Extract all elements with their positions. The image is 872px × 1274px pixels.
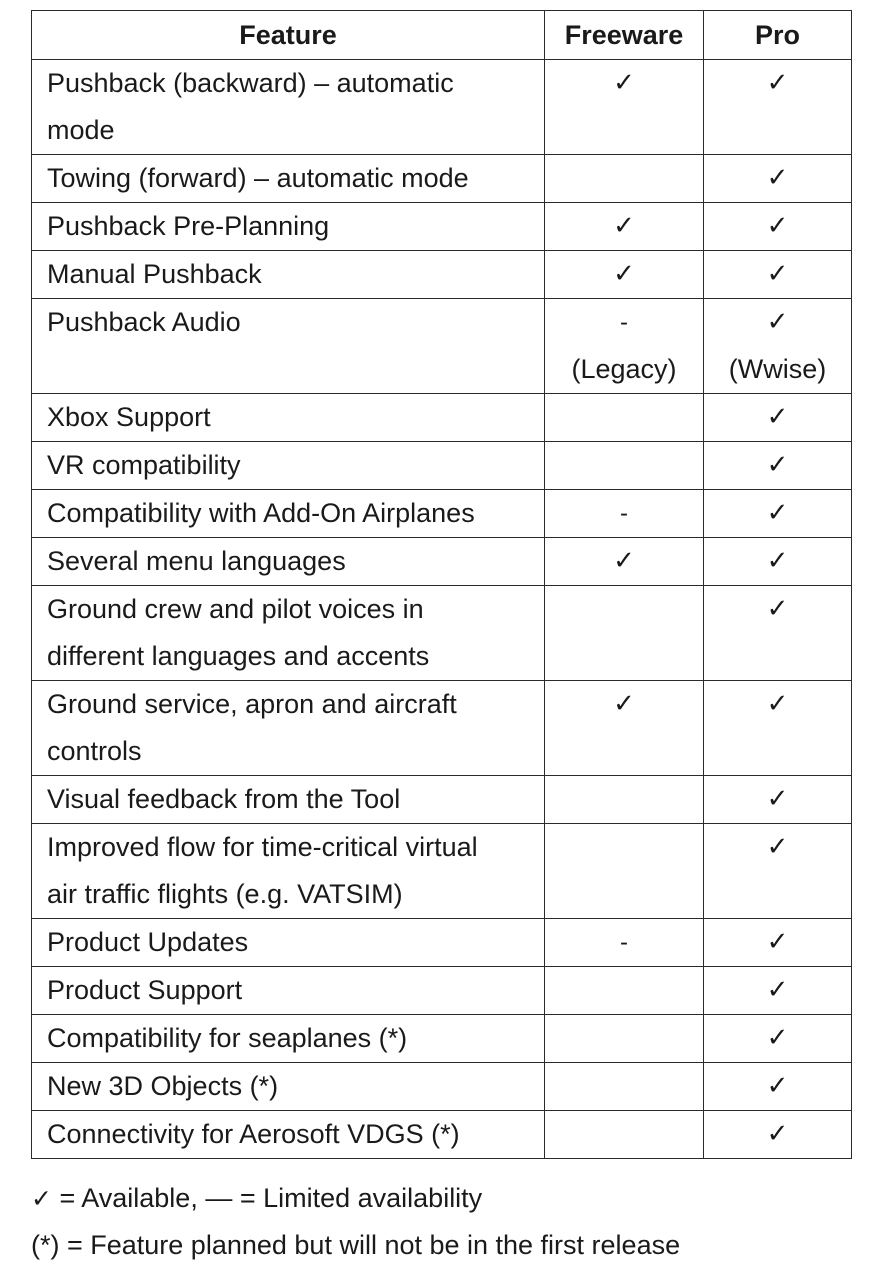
freeware-cell: [545, 299, 704, 394]
checkmark-icon: ✓: [766, 927, 789, 957]
limited-availability-mark: -: [620, 929, 628, 956]
pro-cell: [704, 299, 852, 394]
pro-cell: [704, 919, 852, 967]
feature-cell-text: Product Updates: [47, 927, 249, 957]
freeware-cell: [545, 967, 704, 1015]
table-row: [32, 538, 852, 586]
pro-cell: [704, 586, 852, 681]
table-row: [32, 1063, 852, 1111]
feature-cell-text: Compatibility with Add-On Airplanes: [47, 498, 475, 528]
freeware-cell: [545, 442, 704, 490]
table-row: [32, 442, 852, 490]
table-row: [32, 299, 852, 394]
freeware-cell: [545, 824, 704, 919]
freeware-cell: [545, 1015, 704, 1063]
pro-cell: [704, 776, 852, 824]
feature-cell-text: Compatibility for seaplanes (*): [47, 1023, 408, 1053]
header-feature: Feature: [32, 11, 545, 60]
freeware-cell: [545, 1111, 704, 1159]
feature-cell-text: [47, 346, 536, 393]
pro-cell: [704, 1015, 852, 1063]
legend-availability: [31, 1175, 482, 1222]
checkmark-icon: ✓: [766, 450, 789, 480]
freeware-cell: [545, 490, 704, 538]
feature-cell: [32, 967, 545, 1015]
table-row: [32, 919, 852, 967]
feature-cell-text: Ground service, apron and aircraft: [47, 689, 457, 719]
pro-cell: [704, 60, 852, 155]
checkmark-icon: ✓: [766, 259, 789, 289]
feature-cell-text: Pushback Pre-Planning: [47, 211, 330, 241]
feature-cell: [32, 155, 545, 203]
table-row: [32, 394, 852, 442]
table-row: [32, 586, 852, 681]
checkmark-icon: ✓: [766, 68, 789, 98]
feature-cell: [32, 394, 545, 442]
feature-cell: [32, 586, 545, 681]
table-row: [32, 824, 852, 919]
feature-cell-text: Improved flow for time-critical virtual: [47, 832, 478, 862]
pro-cell: [704, 824, 852, 919]
pro-cell: [704, 538, 852, 586]
freeware-cell: [545, 155, 704, 203]
pro-cell: [704, 490, 852, 538]
feature-cell: [32, 824, 545, 919]
feature-comparison-table: [31, 10, 852, 1159]
feature-cell: [32, 919, 545, 967]
table-row: [32, 203, 852, 251]
checkmark-icon: ✓: [766, 975, 789, 1005]
freeware-cell: [545, 60, 704, 155]
freeware-cell: [545, 203, 704, 251]
checkmark-icon: ✓: [766, 784, 789, 814]
feature-cell: [32, 681, 545, 776]
feature-cell: [32, 1063, 545, 1111]
table-row: [32, 490, 852, 538]
feature-cell: [32, 442, 545, 490]
checkmark-icon: ✓: [766, 689, 789, 719]
checkmark-icon: ✓: [766, 546, 789, 576]
pro-cell: [704, 442, 852, 490]
feature-cell-text: VR compatibility: [47, 450, 241, 480]
checkmark-icon: ✓: [613, 68, 635, 98]
feature-cell-text: Visual feedback from the Tool: [47, 784, 401, 814]
table-header-row: [32, 11, 852, 60]
freeware-cell: [545, 1063, 704, 1111]
feature-cell-text: Pushback (backward) – automatic: [47, 68, 454, 98]
feature-cell-text: Connectivity for Aerosoft VDGS (*): [47, 1119, 460, 1149]
pro-cell: [704, 967, 852, 1015]
table-row: [32, 1015, 852, 1063]
feature-cell-text: different languages and accents: [47, 641, 430, 671]
feature-cell-text: Manual Pushback: [47, 259, 262, 289]
pro-cell: [704, 1063, 852, 1111]
table-row: [32, 967, 852, 1015]
checkmark-icon: ✓: [766, 498, 789, 528]
table-row: [32, 60, 852, 155]
checkmark-icon: ✓: [766, 1071, 789, 1101]
checkmark-icon: ✓: [613, 689, 635, 719]
legend-availability-text: = Available, — = Limited availability: [51, 1183, 483, 1213]
header-pro: Pro: [704, 11, 852, 60]
limited-availability-mark: -: [620, 500, 628, 527]
freeware-cell: [545, 919, 704, 967]
table-row: [32, 1111, 852, 1159]
table-row: [32, 155, 852, 203]
pro-cell: [704, 251, 852, 299]
pro-cell: [704, 203, 852, 251]
table-body: [32, 60, 852, 1159]
checkmark-icon: ✓: [613, 546, 635, 576]
checkmark-icon: ✓: [31, 1184, 52, 1213]
feature-cell: [32, 1015, 545, 1063]
feature-cell: [32, 490, 545, 538]
limited-availability-mark: -: [620, 309, 628, 336]
checkmark-icon: ✓: [766, 211, 789, 241]
legend-planned-note: (*) = Feature planned but will not be in the first release: [31, 1230, 681, 1260]
feature-cell: [32, 203, 545, 251]
pro-cell: [704, 681, 852, 776]
feature-cell-text: air traffic flights (e.g. VATSIM): [47, 879, 403, 909]
feature-cell: [32, 251, 545, 299]
checkmark-icon: ✓: [766, 1023, 789, 1053]
checkmark-icon: ✓: [766, 832, 789, 862]
header-freeware: Freeware: [545, 11, 704, 60]
checkmark-icon: ✓: [613, 259, 635, 289]
feature-cell: [32, 538, 545, 586]
checkmark-icon: ✓: [766, 1119, 789, 1149]
feature-cell-text: controls: [47, 736, 142, 766]
feature-cell-text: Several menu languages: [47, 546, 346, 576]
checkmark-icon: ✓: [766, 402, 789, 432]
freeware-cell: [545, 538, 704, 586]
pro-cell: [704, 155, 852, 203]
checkmark-icon: ✓: [613, 211, 635, 241]
feature-cell: [32, 776, 545, 824]
checkmark-icon: ✓: [766, 594, 789, 624]
feature-cell-text: Xbox Support: [47, 402, 211, 432]
feature-cell-text: Pushback Audio: [47, 307, 241, 337]
freeware-cell: [545, 586, 704, 681]
pro-cell-text: (Wwise): [728, 354, 827, 384]
table-row: [32, 681, 852, 776]
feature-cell-text: New 3D Objects (*): [47, 1071, 279, 1101]
pro-cell: [704, 394, 852, 442]
feature-cell-text: Ground crew and pilot voices in: [47, 594, 424, 624]
feature-cell: [32, 299, 545, 394]
freeware-cell: [545, 776, 704, 824]
freeware-cell: [545, 681, 704, 776]
feature-cell: [32, 1111, 545, 1159]
feature-cell-text: Towing (forward) – automatic mode: [47, 163, 469, 193]
pro-cell: [704, 1111, 852, 1159]
freeware-cell: [545, 251, 704, 299]
freeware-cell: [545, 394, 704, 442]
table-row: [32, 251, 852, 299]
checkmark-icon: ✓: [766, 163, 789, 193]
feature-cell-text: mode: [47, 115, 115, 145]
feature-cell-text: Product Support: [47, 975, 243, 1005]
freeware-cell-text: (Legacy): [571, 354, 677, 384]
table-row: [32, 776, 852, 824]
checkmark-icon: ✓: [766, 307, 789, 337]
feature-cell: [32, 60, 545, 155]
